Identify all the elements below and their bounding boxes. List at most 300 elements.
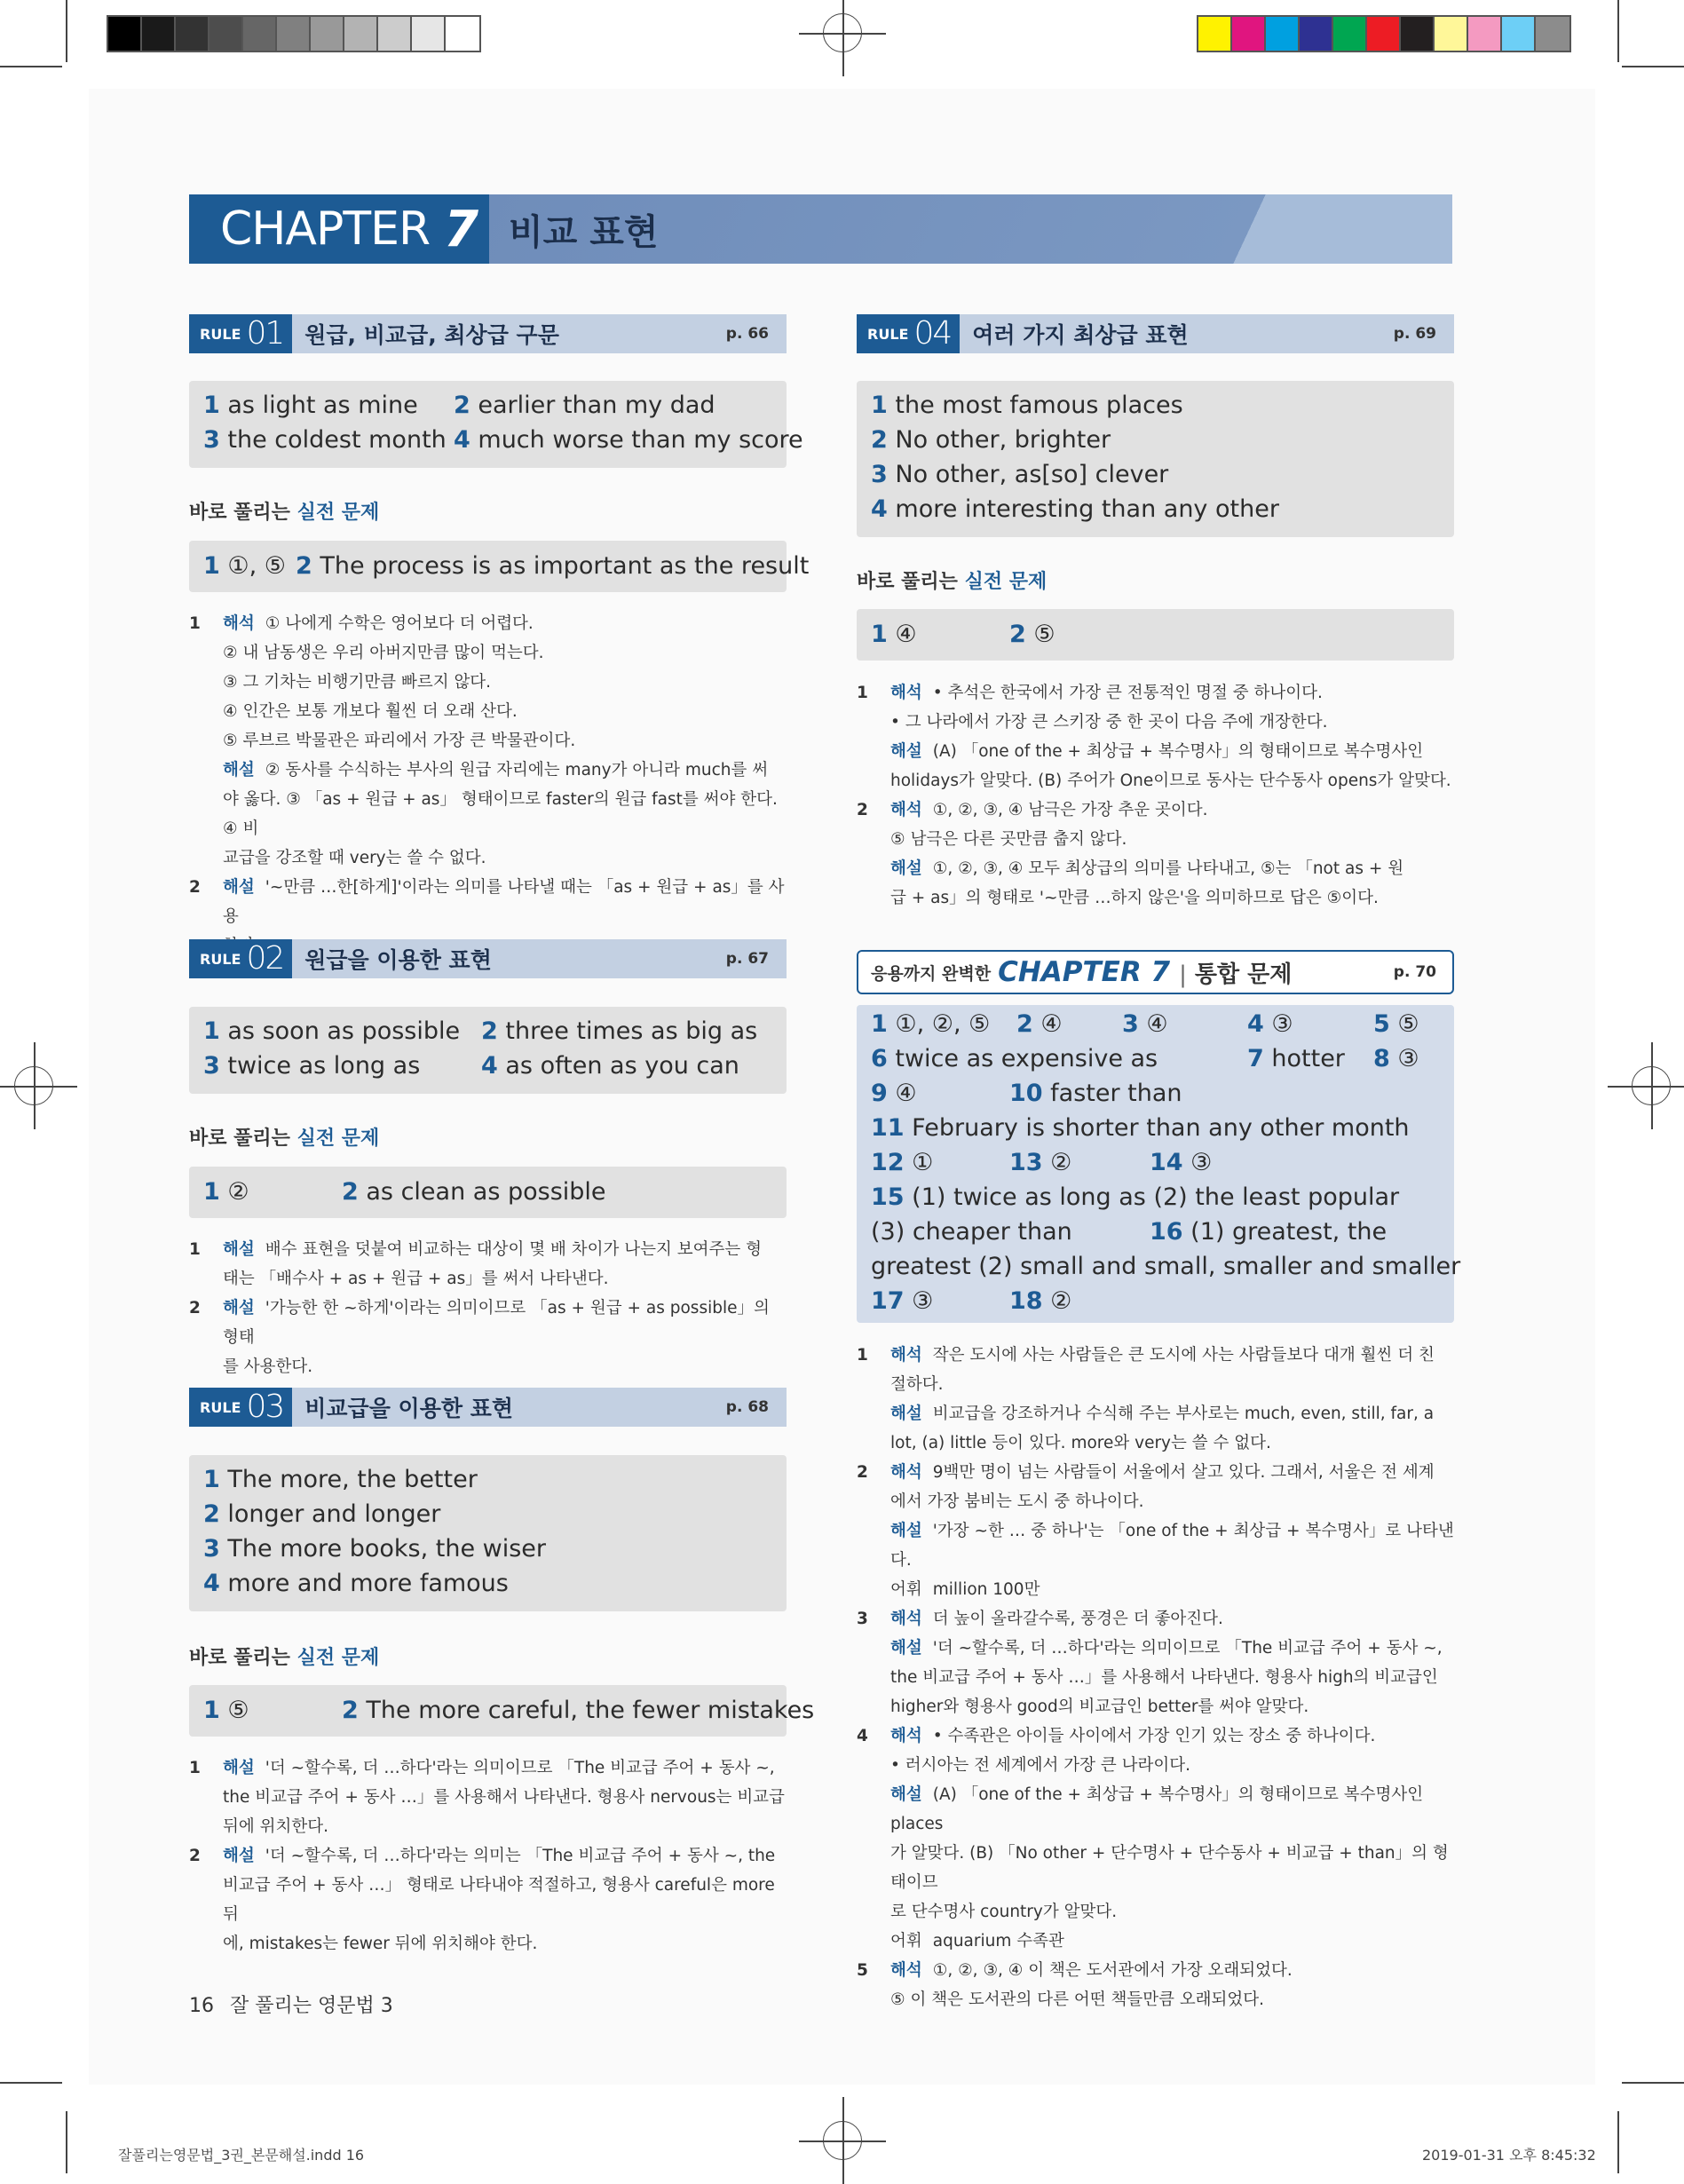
chapter-number: 7 — [444, 200, 478, 258]
explanation-line — [189, 843, 787, 873]
explanation-body: 급 + as」의 형태로 '~만큼 …하지 않은'을 의미하므로 답은 ⑤이다. — [890, 889, 1379, 907]
explanation-number — [857, 1634, 890, 1663]
rule-tag — [857, 314, 960, 353]
crop-mark — [1622, 2082, 1684, 2084]
rule-04-answer-box — [857, 381, 1454, 537]
practice-answer: 2 The more careful, the fewer mistakes — [342, 1697, 815, 1724]
explanation-body: '더 ~할수록, 더 …하다'라는 의미는 「The 비교급 주어 + 동사 ~, the — [265, 1847, 776, 1865]
explanation-text — [890, 1663, 1454, 1692]
explanation-number — [857, 1399, 890, 1428]
explanation-body: ④ 인간은 보통 개보다 훨씬 더 오래 산다. — [223, 702, 518, 721]
explanation-line — [189, 697, 787, 726]
integrated-answer-box — [857, 1005, 1461, 1323]
explanation-text — [890, 1634, 1454, 1663]
explanation-body: '가장 ~한 … 중 하나'는 「one of the + 최상급 + 복수명사」로 나타낸다. — [890, 1522, 1454, 1570]
integrated-title: | 통합 문제 — [1179, 961, 1293, 988]
practice-answer: 1 ④ — [871, 621, 917, 648]
explanation-body: ⑤ 이 책은 도서관의 다른 어떤 책들만큼 오래되었다. — [890, 1990, 1265, 2009]
answer-item: 1 the most famous places — [871, 392, 1183, 419]
explanation-body: 절하다. — [890, 1375, 944, 1394]
explanation-text — [223, 756, 787, 785]
answer-item: 2 three times as big as — [481, 1017, 758, 1045]
explanation-body: 가 알맞다. (B) 「No other + 단수명사 + 단수동사 + 비교급 + than」의 형태이므 — [890, 1844, 1449, 1892]
explanation-text — [223, 785, 787, 843]
explanation-text — [890, 795, 1454, 825]
answer-item: 2 longer and longer — [203, 1500, 441, 1528]
explanation-number — [857, 1692, 890, 1721]
explanation-text — [890, 1956, 1454, 1985]
explanation-line — [189, 1841, 787, 1871]
chapter-label — [189, 194, 489, 264]
explanation-label: 해설 — [223, 1759, 255, 1777]
explanation-text — [223, 1871, 787, 1929]
explanation-label: 해설 — [223, 1299, 255, 1318]
answer-item: 1 as light as mine — [203, 392, 418, 419]
explanation-number: 1 — [189, 1240, 201, 1259]
rule-title: 원급을 이용한 표현 — [304, 947, 492, 973]
explanation-body: 배수 표현을 덧붙여 비교하는 대상이 몇 배 차이가 나는지 보여주는 형 — [265, 1240, 762, 1259]
practice-heading: 바로 풀리는 실전 문제 — [189, 1128, 380, 1150]
explanation-line — [857, 1516, 1454, 1575]
explanation-body: 작은 도시에 사는 사람들은 큰 도시에 사는 사람들보다 대개 훨씬 더 친 — [932, 1346, 1435, 1365]
practice-answer: 2 ⑤ — [1009, 621, 1055, 648]
answer-item: 3 the coldest month — [203, 426, 447, 454]
explanation-body: holidays가 알맞다. (B) 주어가 One이므로 동사는 단수동사 opens가 알맞다. — [890, 772, 1451, 790]
answer-item: greatest (2) small and small, smaller and smaller — [871, 1253, 1461, 1280]
crop-mark — [1622, 66, 1684, 67]
answer-item: 4 much worse than my score — [454, 426, 803, 454]
rule-title: 원급, 비교급, 최상급 구문 — [304, 322, 559, 348]
rule-label: RULE — [200, 950, 241, 968]
explanation-text — [223, 1352, 787, 1381]
explanation-text — [890, 1927, 1454, 1956]
explanation-line — [189, 1294, 787, 1352]
explanation-label: 해설 — [890, 859, 922, 878]
print-slug-timestamp: 2019-01-31 오후 8:45:32 — [1422, 2147, 1596, 2164]
explanation-body: aquarium 수족관 — [932, 1932, 1064, 1951]
explanation-label: 해석 — [890, 1610, 922, 1628]
explanation-label: 해석 — [890, 1727, 922, 1745]
rule-label: RULE — [200, 325, 241, 343]
explanation-line — [857, 795, 1454, 825]
explanation-number — [189, 638, 223, 668]
explanation-text — [223, 1264, 787, 1294]
answer-item: 1 ①, ②, ⑤ — [871, 1010, 991, 1038]
explanation-number — [857, 1839, 890, 1897]
rule-page-ref: p. 66 — [725, 325, 769, 343]
registration-mark-bottom — [823, 2121, 862, 2160]
explanation-number — [189, 726, 223, 756]
explanation-number — [857, 1516, 890, 1575]
explanation-number — [857, 1663, 890, 1692]
answer-item: 17 ③ — [871, 1287, 934, 1315]
color-swatch — [446, 17, 479, 51]
rule-04-explanation — [857, 678, 1454, 913]
explanation-number: 1 — [189, 614, 201, 633]
rule-number: 01 — [246, 315, 284, 352]
explanation-body: 더 높이 올라갈수록, 풍경은 더 좋아진다. — [932, 1610, 1223, 1628]
answer-item: 14 ③ — [1150, 1149, 1213, 1176]
rule-01-header — [189, 314, 787, 353]
crop-mark — [1617, 0, 1619, 62]
rule-01-answer-box — [189, 381, 803, 468]
explanation-number — [189, 843, 223, 873]
explanation-text — [890, 1487, 1454, 1516]
answer-item: 4 ③ — [1247, 1010, 1293, 1038]
explanation-text — [890, 766, 1454, 795]
explanation-line — [857, 1927, 1454, 1956]
explanation-line — [189, 1235, 787, 1264]
rule-04-practice-box — [857, 609, 1454, 661]
explanation-body: ② 내 남동생은 우리 아버지만큼 많이 먹는다. — [223, 644, 544, 662]
page-number: 16 — [189, 1995, 214, 2017]
explanation-line — [189, 1352, 787, 1381]
explanation-number — [189, 1929, 223, 1958]
explanation-line — [189, 609, 787, 638]
rule-03-explanation — [189, 1753, 787, 1958]
rule-02-header — [189, 939, 787, 978]
explanation-line — [857, 1604, 1454, 1634]
explanation-body: • 수족관은 아이들 사이에서 가장 인기 있는 장소 중 하나이다. — [932, 1727, 1376, 1745]
explanation-line — [857, 1721, 1454, 1751]
explanation-number — [189, 697, 223, 726]
explanation-label: 해석 — [890, 1961, 922, 1980]
explanation-number — [857, 883, 890, 913]
practice-answer: 1 ② — [203, 1178, 249, 1206]
explanation-line — [189, 668, 787, 697]
explanation-label: 해석 — [890, 1463, 922, 1482]
explanation-number: 4 — [857, 1727, 868, 1745]
explanation-body: lot, (a) little 등이 있다. more와 very는 쓸 수 없다. — [890, 1434, 1271, 1452]
rule-page-ref: p. 69 — [1393, 325, 1436, 343]
explanation-body: (A) 「one of the + 최상급 + 복수명사」의 형태이므로 복수명사인 — [932, 742, 1424, 761]
explanation-body: higher와 형용사 good의 비교급인 better를 써야 알맞다. — [890, 1697, 1309, 1716]
explanation-line — [189, 756, 787, 785]
explanation-text — [890, 1575, 1454, 1604]
explanation-line — [857, 737, 1454, 766]
rule-tag — [189, 314, 292, 353]
explanation-line — [189, 873, 787, 931]
rule-04-header — [857, 314, 1454, 353]
explanation-line — [189, 1264, 787, 1294]
explanation-label: 해설 — [890, 1405, 922, 1423]
explanation-number — [189, 1871, 223, 1929]
explanation-line — [189, 1812, 787, 1841]
explanation-text — [890, 1985, 1454, 2014]
explanation-number: 2 — [857, 1463, 868, 1482]
color-swatch — [108, 17, 142, 51]
explanation-body: 에, mistakes는 fewer 뒤에 위치해야 한다. — [223, 1935, 538, 1953]
answer-item: 3 The more books, the wiser — [203, 1535, 547, 1563]
color-swatch — [1435, 17, 1468, 51]
explanation-number — [857, 1370, 890, 1399]
explanation-text — [890, 1897, 1454, 1927]
rule-title: 비교급을 이용한 표현 — [304, 1396, 514, 1421]
explanation-line — [857, 1956, 1454, 1985]
explanation-body: ⑤ 루브르 박물관은 파리에서 가장 큰 박물관이다. — [223, 732, 576, 750]
explanation-body: '더 ~할수록, 더 …하다'라는 의미이므로 「The 비교급 주어 + 동사 ~, — [265, 1759, 775, 1777]
registration-mark-top — [823, 13, 862, 52]
explanation-line — [189, 1783, 787, 1812]
crop-mark — [0, 2082, 62, 2084]
color-swatch — [311, 17, 344, 51]
answer-item: 9 ④ — [871, 1080, 917, 1107]
explanation-line — [857, 1663, 1454, 1692]
explanation-line — [857, 1780, 1454, 1839]
crop-mark — [66, 0, 67, 62]
explanation-line — [189, 1871, 787, 1929]
rule-number: 04 — [913, 315, 952, 352]
answer-item: 4 more interesting than any other — [871, 495, 1279, 523]
answer-item: 15 (1) twice as long as (2) the least popular — [871, 1183, 1400, 1211]
explanation-number — [857, 1575, 890, 1604]
explanation-body: 로 단수명사 country가 알맞다. — [890, 1903, 1118, 1921]
explanation-text — [890, 1399, 1454, 1428]
registration-mark-right — [1632, 1066, 1671, 1105]
rule-number: 03 — [246, 1389, 284, 1425]
color-swatch — [277, 17, 311, 51]
explanation-label: 해설 — [890, 742, 922, 761]
explanation-text — [890, 1751, 1454, 1780]
explanation-number — [189, 756, 223, 785]
book-title: 잘 풀리는 영문법 3 — [230, 1995, 393, 2017]
explanation-line — [857, 854, 1454, 883]
explanation-body: 교급을 강조할 때 very는 쓸 수 없다. — [223, 849, 486, 867]
explanation-text — [223, 843, 787, 873]
answer-item: 1 as soon as possible — [203, 1017, 461, 1045]
color-swatch — [1536, 17, 1569, 51]
explanation-text — [223, 726, 787, 756]
integrated-chapter: CHAPTER 7 — [998, 956, 1171, 988]
explanation-body: 비교급을 강조하거나 수식해 주는 부사로는 much, even, still, far, a — [932, 1405, 1435, 1423]
crop-mark — [1617, 2111, 1619, 2173]
explanation-label: 해설 — [223, 1240, 255, 1259]
explanation-line — [857, 1428, 1454, 1458]
chapter-header — [189, 194, 1452, 264]
print-slug-file: 잘풀리는영문법_3권_본문해설.indd 16 — [118, 2147, 365, 2164]
explanation-text — [223, 1235, 787, 1264]
grayscale-swatch-strip — [107, 15, 481, 52]
explanation-body: 에서 가장 붐비는 도시 중 하나이다. — [890, 1492, 1144, 1511]
explanation-text — [890, 1458, 1454, 1487]
answer-item: 6 twice as expensive as — [871, 1045, 1158, 1072]
explanation-number: 2 — [857, 801, 868, 819]
explanation-line — [857, 1751, 1454, 1780]
explanation-body: 뒤에 위치한다. — [223, 1817, 328, 1836]
explanation-line — [189, 1929, 787, 1958]
explanation-number: 2 — [189, 878, 201, 897]
explanation-text — [223, 638, 787, 668]
explanation-number — [857, 825, 890, 854]
explanation-text — [223, 1753, 787, 1783]
explanation-number — [857, 1487, 890, 1516]
page-footer — [189, 1990, 393, 2018]
explanation-line — [857, 1487, 1454, 1516]
explanation-body: million 100만 — [932, 1580, 1040, 1599]
explanation-body: 9백만 명이 넘는 사람들이 서울에서 살고 있다. 그래서, 서울은 전 세계 — [932, 1463, 1435, 1482]
explanation-number — [857, 854, 890, 883]
explanation-number — [189, 1352, 223, 1381]
answer-item: 5 ⑤ — [1373, 1010, 1419, 1038]
rule-label: RULE — [200, 1398, 241, 1416]
answer-item: 3 No other, as[so] clever — [871, 461, 1169, 488]
explanation-line — [857, 1458, 1454, 1487]
practice-heading: 바로 풀리는 실전 문제 — [189, 502, 380, 524]
explanation-body: (A) 「one of the + 최상급 + 복수명사」의 형태이므로 복수명사인 places — [890, 1785, 1424, 1833]
practice-heading: 바로 풀리는 실전 문제 — [857, 571, 1048, 593]
chapter-title — [489, 194, 1452, 264]
explanation-label: 해설 — [890, 1785, 922, 1804]
answer-item: 2 No other, brighter — [871, 426, 1111, 454]
explanation-text — [890, 737, 1454, 766]
rule-01-practice-box — [189, 541, 810, 592]
answer-item: 2 ④ — [1016, 1010, 1063, 1038]
color-swatch — [1367, 17, 1401, 51]
explanation-number: 3 — [857, 1610, 868, 1628]
color-swatch — [1300, 17, 1333, 51]
explanation-text — [223, 1841, 787, 1871]
answer-item: 2 earlier than my dad — [454, 392, 716, 419]
explanation-label: 해설 — [890, 1639, 922, 1658]
color-swatch — [1266, 17, 1300, 51]
explanation-label: 해석 — [890, 801, 922, 819]
color-swatch — [142, 17, 176, 51]
explanation-text — [890, 708, 1454, 737]
explanation-line — [189, 638, 787, 668]
color-swatch — [378, 17, 412, 51]
registration-mark-left — [14, 1066, 53, 1105]
explanation-text — [890, 854, 1454, 883]
chapter-word: CHAPTER — [220, 202, 431, 256]
color-swatch — [1401, 17, 1435, 51]
explanation-line — [857, 678, 1454, 708]
answer-item: 11 February is shorter than any other month — [871, 1114, 1410, 1142]
rule-title: 여러 가지 최상급 표현 — [972, 322, 1189, 348]
rule-label: RULE — [867, 325, 909, 343]
explanation-number — [857, 1751, 890, 1780]
explanation-label: 해설 — [223, 761, 255, 779]
rule-03-answer-box — [189, 1455, 787, 1611]
rule-number: 02 — [246, 940, 284, 977]
explanation-number — [189, 1264, 223, 1294]
explanation-number — [857, 737, 890, 766]
explanation-text — [890, 1692, 1454, 1721]
explanation-number — [189, 785, 223, 843]
explanation-line — [857, 1839, 1454, 1897]
explanation-label: 어휘 — [890, 1932, 922, 1951]
color-swatch — [1232, 17, 1266, 51]
rule-02-explanation — [189, 1235, 787, 1381]
color-swatch — [344, 17, 378, 51]
explanation-line — [857, 883, 1454, 913]
integrated-explanation — [857, 1341, 1454, 2014]
explanation-number — [857, 1897, 890, 1927]
explanation-body: ② 동사를 수식하는 부사의 원급 자리에는 many가 아니라 much를 써 — [265, 761, 769, 779]
answer-item: 16 (1) greatest, the — [1150, 1218, 1388, 1246]
explanation-body: • 추석은 한국에서 가장 큰 전통적인 명절 중 하나이다. — [932, 684, 1323, 702]
explanation-number — [857, 1780, 890, 1839]
explanation-number — [189, 1783, 223, 1812]
answer-item: 3 twice as long as — [203, 1052, 421, 1080]
explanation-line — [857, 1634, 1454, 1663]
rule-03-header — [189, 1388, 787, 1427]
explanation-line — [857, 1897, 1454, 1927]
explanation-number: 2 — [189, 1299, 201, 1318]
rule-02-practice-box — [189, 1167, 787, 1218]
answer-item: 8 ③ — [1373, 1045, 1419, 1072]
explanation-text — [223, 1294, 787, 1352]
explanation-text — [223, 1929, 787, 1958]
color-swatch — [412, 17, 446, 51]
answer-item: 7 hotter — [1247, 1045, 1345, 1072]
crop-mark — [0, 66, 62, 67]
explanation-body: ⑤ 남극은 다른 곳만큼 춥지 않다. — [890, 830, 1127, 849]
chapter-title-text: 비교 표현 — [509, 211, 659, 253]
explanation-body: ①, ②, ③, ④ 모두 최상급의 의미를 나타내고, ⑤는 「not as + 원 — [932, 859, 1404, 878]
explanation-number — [189, 668, 223, 697]
color-swatch — [210, 17, 243, 51]
rule-02-answer-box — [189, 1007, 787, 1094]
explanation-number: 1 — [857, 684, 868, 702]
explanation-line — [857, 708, 1454, 737]
explanation-body: 를 사용한다. — [223, 1357, 313, 1376]
explanation-text — [890, 883, 1454, 913]
rule-tag — [189, 939, 292, 978]
color-swatch-strip — [1197, 15, 1571, 52]
explanation-line — [857, 825, 1454, 854]
explanation-line — [857, 1370, 1454, 1399]
color-swatch — [176, 17, 210, 51]
practice-answer: 1 ⑤ — [203, 1697, 249, 1724]
explanation-text — [890, 1839, 1454, 1897]
explanation-text — [223, 609, 787, 638]
rule-03-practice-box — [189, 1685, 815, 1737]
explanation-number — [857, 1985, 890, 2014]
practice-answer: 2 as clean as possible — [342, 1178, 606, 1206]
explanation-body: ① 나에게 수학은 영어보다 더 어렵다. — [265, 614, 534, 633]
explanation-text — [223, 668, 787, 697]
practice-answer: 1 ①, ⑤ — [203, 552, 286, 580]
explanation-line — [857, 1985, 1454, 2014]
explanation-body: 태는 「배수사 + as + 원급 + as」를 써서 나타낸다. — [223, 1270, 609, 1288]
rule-page-ref: p. 67 — [725, 950, 769, 968]
answer-item: 4 more and more famous — [203, 1570, 509, 1597]
explanation-number — [857, 708, 890, 737]
rule-page-ref: p. 68 — [725, 1398, 769, 1416]
explanation-body: • 그 나라에서 가장 큰 스키장 중 한 곳이 다음 주에 개장한다. — [890, 713, 1328, 732]
explanation-body: • 러시아는 전 세계에서 가장 큰 나라이다. — [890, 1756, 1191, 1775]
explanation-text — [890, 1370, 1454, 1399]
answer-item: 18 ② — [1009, 1287, 1072, 1315]
explanation-line — [857, 1399, 1454, 1428]
answer-item: 10 faster than — [1009, 1080, 1182, 1107]
explanation-number — [857, 1428, 890, 1458]
explanation-label: 해석 — [890, 1346, 922, 1365]
explanation-line — [189, 785, 787, 843]
integrated-pre: 응용까지 완벽한 — [871, 963, 992, 984]
explanation-text — [890, 1780, 1454, 1839]
explanation-label: 해설 — [223, 878, 255, 897]
explanation-body: '~만큼 …한[하게]'이라는 의미를 나타낼 때는 「as + 원급 + as」를 사용 — [223, 878, 785, 926]
color-swatch — [243, 17, 277, 51]
color-swatch — [1468, 17, 1502, 51]
explanation-label: 해설 — [890, 1522, 922, 1540]
practice-heading: 바로 풀리는 실전 문제 — [189, 1647, 380, 1669]
explanation-body: 야 옳다. ③ 「as + 원급 + as」 형태이므로 faster의 원급 fast를 써야 한다. ④ 비 — [223, 790, 778, 838]
rule-01-explanation — [189, 609, 787, 961]
explanation-text — [223, 1812, 787, 1841]
explanation-label: 해설 — [223, 1847, 255, 1865]
